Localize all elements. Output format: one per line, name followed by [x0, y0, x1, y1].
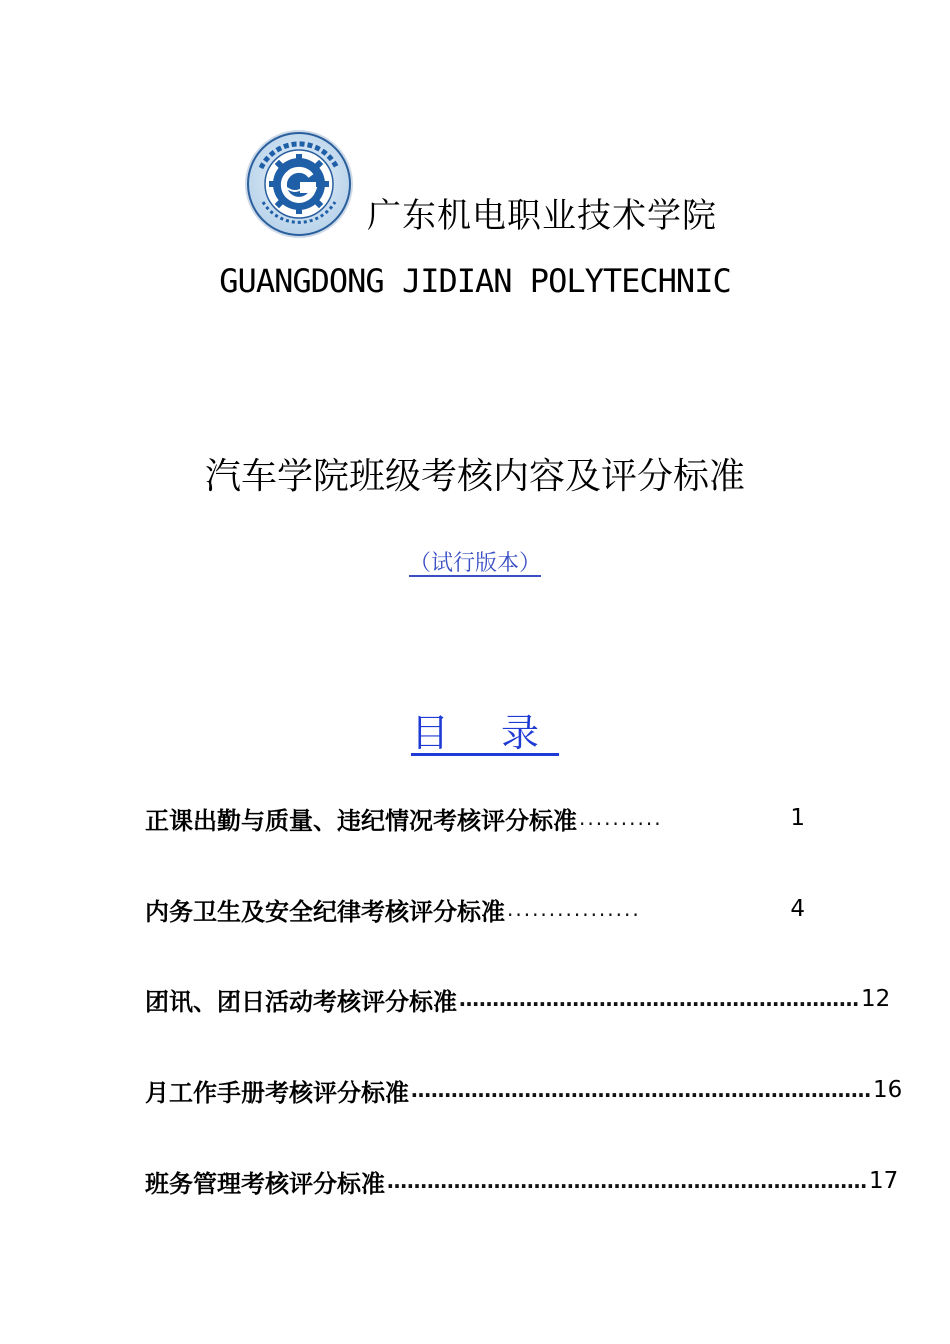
toc-leader: ……………………………………………………………	[411, 1078, 871, 1102]
toc-page-number: 16	[873, 1077, 903, 1103]
toc-entry[interactable]	[145, 889, 805, 929]
toc-page-number: 4	[790, 896, 805, 922]
toc-entry-text: 班务管理考核评分标准	[145, 1169, 385, 1198]
toc-entry-text: 正课出勤与质量、违纪情况考核评分标准	[145, 806, 577, 835]
college-emblem-icon	[243, 128, 355, 240]
school-name-cn: 广东机电职业技术学院	[367, 196, 717, 236]
toc-entry[interactable]	[145, 798, 805, 838]
toc-page-number: 1	[790, 805, 805, 831]
toc-entry-text: 月工作手册考核评分标准	[145, 1078, 409, 1107]
toc-entry[interactable]	[145, 979, 891, 1019]
toc-entry[interactable]	[145, 1070, 903, 1110]
toc-leader: ................	[507, 897, 641, 921]
school-name-en: GUANGDONG JIDIAN POLYTECHNIC	[219, 262, 731, 300]
toc-heading[interactable]: 目 录	[410, 711, 560, 755]
toc-page-number: 12	[861, 986, 891, 1012]
toc-page-number: 17	[869, 1168, 899, 1194]
toc-entry[interactable]	[145, 1161, 899, 1201]
document-title: 汽车学院班级考核内容及评分标准	[204, 456, 745, 497]
toc-leader: ……………………………………………………	[459, 987, 859, 1011]
toc-entry-text: 团讯、团日活动考核评分标准	[145, 987, 457, 1016]
toc-leader: ..........	[579, 806, 663, 830]
version-label[interactable]	[0, 546, 950, 577]
toc-leader: ………………………………………………………………	[387, 1169, 867, 1193]
version-link[interactable]: （试行版本）	[408, 551, 541, 576]
toc-entry-text: 内务卫生及安全纪律考核评分标准	[145, 897, 505, 926]
